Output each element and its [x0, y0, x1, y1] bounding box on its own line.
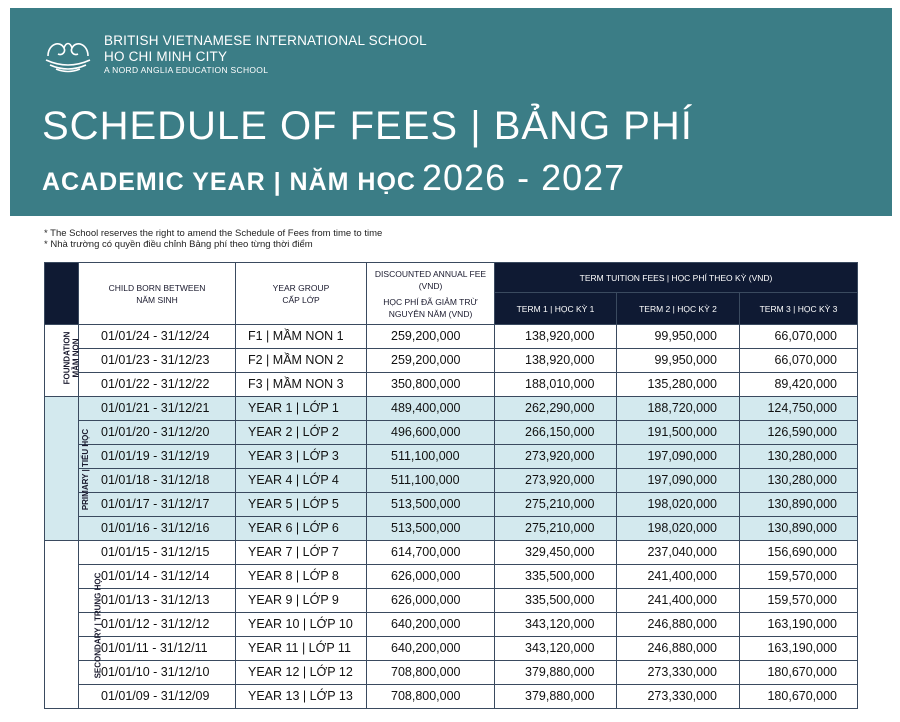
header-year-group: [236, 263, 367, 325]
cell-year-group: YEAR 2 | LỚP 2: [236, 421, 367, 445]
cell-term3-fee: 124,750,000: [740, 397, 858, 421]
header-discounted-fee: [367, 263, 495, 325]
cell-born-range: 01/01/23 - 31/12/23: [79, 349, 236, 373]
stage-label-line: PRIMARY | TIỂU HỌC: [81, 428, 91, 511]
cell-term1-fee: 343,120,000: [495, 613, 617, 637]
cell-term2-fee: 198,020,000: [617, 493, 740, 517]
cell-term3-fee: 130,890,000: [740, 517, 858, 541]
table-row: [45, 397, 858, 421]
cell-term1-fee: 335,500,000: [495, 589, 617, 613]
cell-born-range: 01/01/21 - 31/12/21: [79, 397, 236, 421]
cell-term1-fee: 335,500,000: [495, 565, 617, 589]
cell-born-range: 01/01/19 - 31/12/19: [79, 445, 236, 469]
cell-annual-fee: 640,200,000: [367, 613, 495, 637]
cell-term1-fee: 329,450,000: [495, 541, 617, 565]
cell-term1-fee: 275,210,000: [495, 517, 617, 541]
stage-label-line-vi: MẦM NON: [71, 337, 81, 378]
cell-term3-fee: 180,670,000: [740, 661, 858, 685]
table-row: [45, 565, 858, 589]
cell-term3-fee: 163,190,000: [740, 637, 858, 661]
cell-term2-fee: 135,280,000: [617, 373, 740, 397]
table-row: [45, 349, 858, 373]
header-discounted-en: DISCOUNTED ANNUAL FEE (VND): [374, 268, 487, 291]
cell-term2-fee: 246,880,000: [617, 613, 740, 637]
fee-table-body: [45, 325, 858, 709]
cell-annual-fee: 259,200,000: [367, 325, 495, 349]
stage-label-text: [62, 331, 80, 384]
stage-label-line: FOUNDATION: [62, 331, 72, 384]
cell-term1-fee: 343,120,000: [495, 637, 617, 661]
page-subtitle: [42, 158, 625, 202]
school-tagline: A NORD ANGLIA EDUCATION SCHOOL: [104, 65, 269, 75]
cell-term2-fee: 241,400,000: [617, 589, 740, 613]
cell-term2-fee: 273,330,000: [617, 685, 740, 709]
cell-year-group: YEAR 6 | LỚP 6: [236, 517, 367, 541]
cell-born-range: 01/01/20 - 31/12/20: [79, 421, 236, 445]
cell-term1-fee: 262,290,000: [495, 397, 617, 421]
stage-label-text: [93, 573, 102, 679]
cell-term1-fee: 188,010,000: [495, 373, 617, 397]
cell-term3-fee: 66,070,000: [740, 325, 858, 349]
table-row: [45, 421, 858, 445]
cell-year-group: YEAR 9 | LỚP 9: [236, 589, 367, 613]
cell-year-group: YEAR 3 | LỚP 3: [236, 445, 367, 469]
cell-born-range: 01/01/22 - 31/12/22: [79, 373, 236, 397]
cell-term1-fee: 273,920,000: [495, 469, 617, 493]
header-child-born: [79, 263, 236, 325]
cell-born-range: 01/01/12 - 31/12/12: [79, 613, 236, 637]
cell-year-group: YEAR 5 | LỚP 5: [236, 493, 367, 517]
school-city: HO CHI MINH CITY: [104, 49, 228, 64]
table-row: [45, 685, 858, 709]
table-row: [45, 469, 858, 493]
cell-term1-fee: 379,880,000: [495, 685, 617, 709]
cell-year-group: F3 | MẦM NON 3: [236, 373, 367, 397]
cell-born-range: 01/01/09 - 31/12/09: [79, 685, 236, 709]
page-title: SCHEDULE OF FEES | BẢNG PHÍ: [42, 104, 693, 148]
cell-term1-fee: 275,210,000: [495, 493, 617, 517]
subtitle-label: ACADEMIC YEAR | NĂM HỌC: [42, 168, 416, 196]
table-row: [45, 637, 858, 661]
cell-term2-fee: 241,400,000: [617, 565, 740, 589]
cell-term3-fee: 126,590,000: [740, 421, 858, 445]
stage-label-primary: [45, 397, 91, 541]
cell-annual-fee: 626,000,000: [367, 589, 495, 613]
cell-term2-fee: 197,090,000: [617, 445, 740, 469]
cell-annual-fee: 626,000,000: [367, 565, 495, 589]
stage-label-line: SECONDARY | TRUNG HỌC: [93, 572, 103, 679]
school-name: BRITISH VIETNAMESE INTERNATIONAL SCHOOL: [104, 33, 427, 48]
cell-annual-fee: 496,600,000: [367, 421, 495, 445]
cell-term2-fee: 99,950,000: [617, 325, 740, 349]
table-row: [45, 493, 858, 517]
cell-term1-fee: 379,880,000: [495, 661, 617, 685]
cell-born-range: 01/01/17 - 31/12/17: [79, 493, 236, 517]
cell-annual-fee: 513,500,000: [367, 493, 495, 517]
disclaimer-note-en: * The School reserves the right to amend the Schedule of Fees from time to time: [44, 228, 383, 239]
cell-term3-fee: 89,420,000: [740, 373, 858, 397]
cell-born-range: 01/01/13 - 31/12/13: [79, 589, 236, 613]
cell-term2-fee: 188,720,000: [617, 397, 740, 421]
cell-born-range: 01/01/16 - 31/12/16: [79, 517, 236, 541]
cell-annual-fee: 708,800,000: [367, 685, 495, 709]
table-row: [45, 661, 858, 685]
cell-term3-fee: 66,070,000: [740, 349, 858, 373]
header-child-born-vi: NĂM SINH: [136, 294, 178, 305]
table-row: [45, 613, 858, 637]
cell-born-range: 01/01/18 - 31/12/18: [79, 469, 236, 493]
swan-crest-icon: [42, 34, 94, 74]
cell-born-range: 01/01/10 - 31/12/10: [79, 661, 236, 685]
table-row: [45, 589, 858, 613]
header-term2: TERM 2 | HỌC KỲ 2: [617, 293, 740, 325]
cell-annual-fee: 511,100,000: [367, 445, 495, 469]
cell-annual-fee: 640,200,000: [367, 637, 495, 661]
cell-year-group: YEAR 8 | LỚP 8: [236, 565, 367, 589]
cell-term3-fee: 130,280,000: [740, 469, 858, 493]
cell-term3-fee: 156,690,000: [740, 541, 858, 565]
cell-term3-fee: 130,890,000: [740, 493, 858, 517]
header-discounted-vi: HỌC PHÍ ĐÃ GIẢM TRỪ NGUYÊN NĂM (VND): [383, 296, 478, 319]
fee-schedule-page: [10, 8, 892, 722]
cell-annual-fee: 511,100,000: [367, 469, 495, 493]
cell-term3-fee: 159,570,000: [740, 589, 858, 613]
cell-term3-fee: 163,190,000: [740, 613, 858, 637]
cell-year-group: YEAR 7 | LỚP 7: [236, 541, 367, 565]
academic-year: 2026 - 2027: [422, 157, 626, 198]
cell-born-range: 01/01/14 - 31/12/14: [79, 565, 236, 589]
header-term-fees: TERM TUITION FEES | HỌC PHÍ THEO KỲ (VND): [495, 263, 858, 293]
header-year-group-vi: CẤP LỚP: [282, 294, 320, 305]
cell-year-group: YEAR 10 | LỚP 10: [236, 613, 367, 637]
cell-year-group: YEAR 4 | LỚP 4: [236, 469, 367, 493]
cell-term2-fee: 246,880,000: [617, 637, 740, 661]
cell-born-range: 01/01/24 - 31/12/24: [79, 325, 236, 349]
cell-term2-fee: 198,020,000: [617, 517, 740, 541]
stage-label-foundation: [45, 325, 79, 397]
cell-term2-fee: 191,500,000: [617, 421, 740, 445]
header-term1: TERM 1 | HỌC KỲ 1: [495, 293, 617, 325]
disclaimer-note-vi: * Nhà trường có quyền điều chỉnh Bảng phí theo từng thời điểm: [44, 239, 313, 250]
header-banner: [10, 8, 892, 216]
cell-annual-fee: 350,800,000: [367, 373, 495, 397]
header-term3: TERM 3 | HỌC KỲ 3: [740, 293, 858, 325]
cell-annual-fee: 489,400,000: [367, 397, 495, 421]
table-row: [45, 373, 858, 397]
cell-term1-fee: 138,920,000: [495, 349, 617, 373]
cell-term2-fee: 273,330,000: [617, 661, 740, 685]
table-row: [45, 517, 858, 541]
cell-term1-fee: 266,150,000: [495, 421, 617, 445]
cell-year-group: YEAR 12 | LỚP 12: [236, 661, 367, 685]
cell-born-range: 01/01/11 - 31/12/11: [79, 637, 236, 661]
cell-term2-fee: 99,950,000: [617, 349, 740, 373]
cell-annual-fee: 708,800,000: [367, 661, 495, 685]
cell-born-range: 01/01/15 - 31/12/15: [79, 541, 236, 565]
cell-year-group: YEAR 1 | LỚP 1: [236, 397, 367, 421]
cell-term2-fee: 197,090,000: [617, 469, 740, 493]
table-corner: [45, 263, 79, 325]
cell-annual-fee: 614,700,000: [367, 541, 495, 565]
cell-year-group: YEAR 13 | LỚP 13: [236, 685, 367, 709]
table-row: [45, 541, 858, 565]
cell-year-group: YEAR 11 | LỚP 11: [236, 637, 367, 661]
cell-year-group: F2 | MẦM NON 2: [236, 349, 367, 373]
cell-term3-fee: 130,280,000: [740, 445, 858, 469]
table-row: [45, 325, 858, 349]
cell-term3-fee: 159,570,000: [740, 565, 858, 589]
cell-annual-fee: 513,500,000: [367, 517, 495, 541]
cell-annual-fee: 259,200,000: [367, 349, 495, 373]
cell-term3-fee: 180,670,000: [740, 685, 858, 709]
cell-year-group: F1 | MẦM NON 1: [236, 325, 367, 349]
cell-term1-fee: 273,920,000: [495, 445, 617, 469]
stage-label-text: [81, 429, 90, 510]
cell-term2-fee: 237,040,000: [617, 541, 740, 565]
cell-term1-fee: 138,920,000: [495, 325, 617, 349]
header-year-group-en: YEAR GROUP: [272, 282, 330, 293]
stage-label-secondary: [45, 541, 103, 709]
header-child-born-en: CHILD BORN BETWEEN: [108, 282, 206, 293]
fee-table: [44, 262, 858, 709]
table-row: [45, 445, 858, 469]
